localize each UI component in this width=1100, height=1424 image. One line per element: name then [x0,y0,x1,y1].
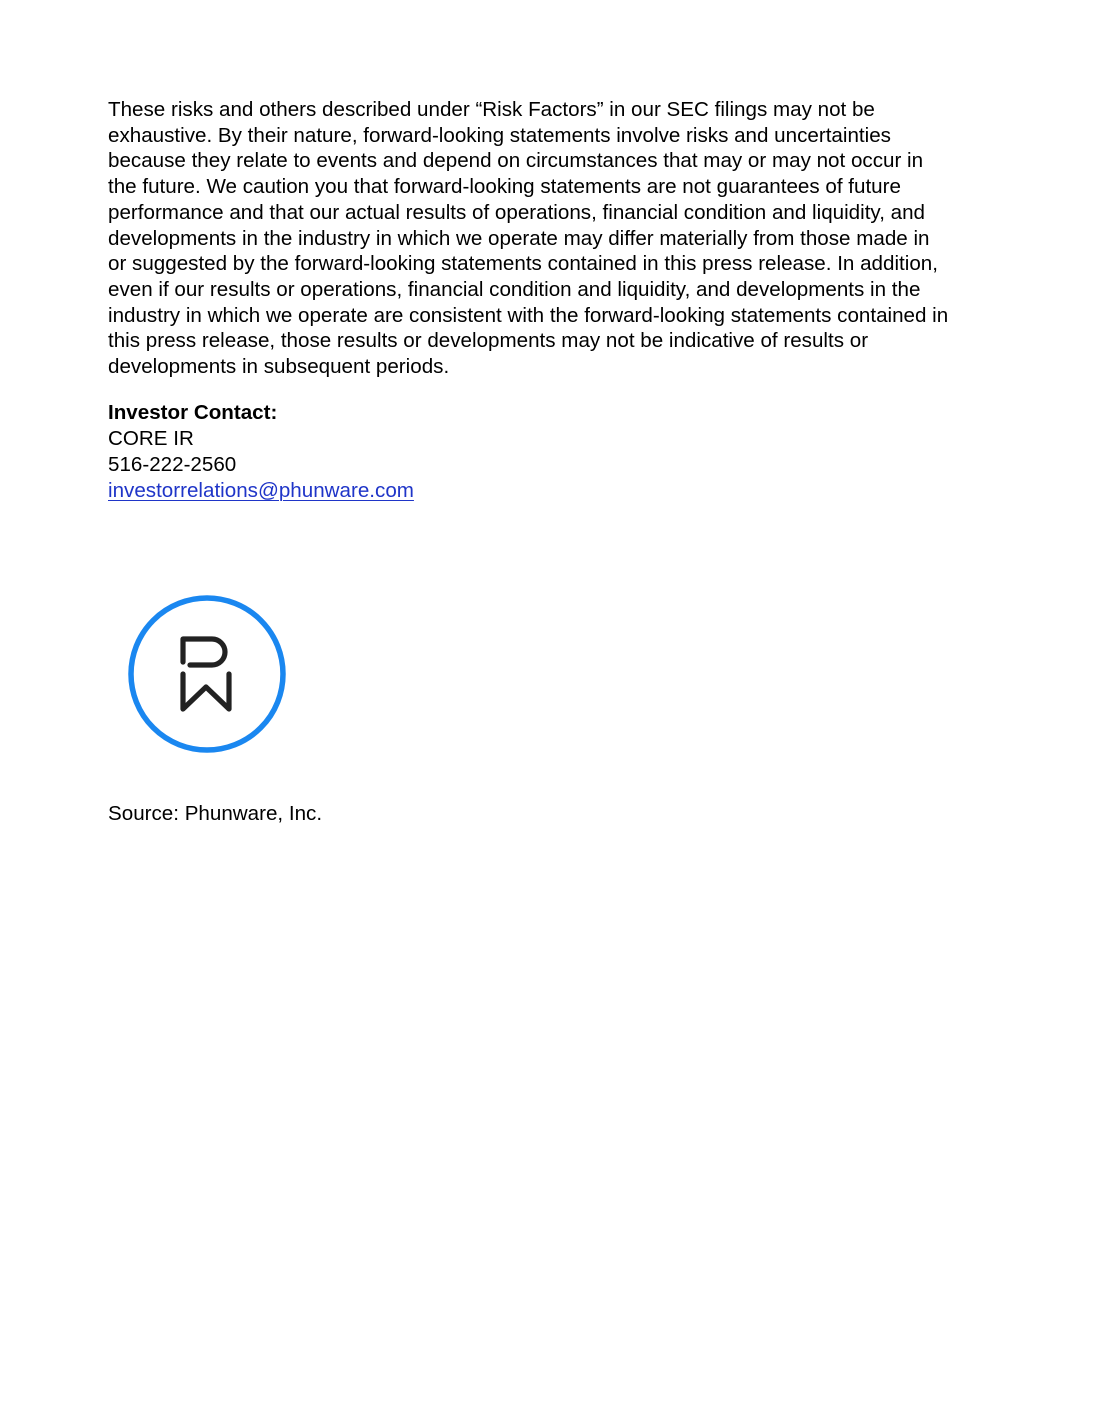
contact-phone: 516-222-2560 [108,453,237,476]
source-attribution: Source: Phunware, Inc. [108,802,323,825]
investor-contact-block [108,400,708,504]
contact-email-link[interactable]: investorrelations@phunware.com [108,479,414,502]
risk-factors-paragraph: These risks and others described under “Risk Factors” in our SEC filings may not be exhaustive. By their nature, forward-looking statements involve risks and uncertainties because they relate to events and depend on circumstances that may or may not occur in the future. We caution you that forward-looking statements are not guarantees of future performance and that our actual results of operations, financial condition and liquidity, and developments in the industry in which we operate may differ materially from those made in or suggested by the forward-looking statements contained in this press release. In addition, even if our results or operations, financial condition and liquidity, and developments in the industry in which we operate are consistent with the forward-looking statements contained in this press release, those results or developments may not be indicative of results or developments in subsequent periods. [108,98,949,379]
phunware-logo-icon [124,592,290,758]
contact-company: CORE IR [108,427,194,450]
investor-contact-heading: Investor Contact: [108,401,278,424]
